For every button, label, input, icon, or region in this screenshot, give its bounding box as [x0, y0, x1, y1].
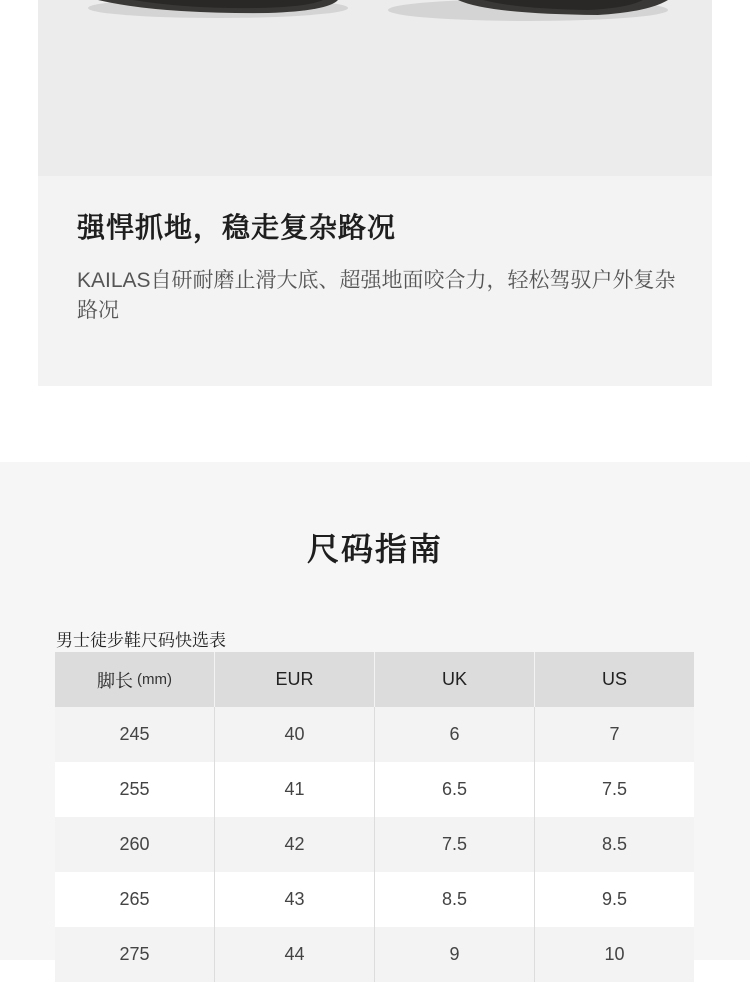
cell-length: 275 [55, 927, 215, 982]
table-row [55, 927, 694, 982]
table-row [55, 872, 694, 927]
header-eur: EUR [215, 652, 375, 707]
cell-uk: 8.5 [375, 872, 535, 927]
cell-eur: 44 [215, 927, 375, 982]
size-guide-title: 尺码指南 [306, 531, 443, 567]
header-uk: UK [375, 652, 535, 707]
feature-title: 强悍抓地，稳走复杂路况 [77, 212, 397, 243]
size-table [55, 652, 694, 982]
size-table-caption: 男士徒步鞋尺码快选表 [56, 631, 226, 650]
cell-length: 255 [55, 762, 215, 817]
header-foot-length [55, 652, 215, 707]
header-foot-length-label: 脚长 [97, 670, 133, 691]
cell-us: 7.5 [601, 779, 628, 799]
header-foot-length-unit: (mm) [137, 671, 172, 688]
cell-eur: 40 [215, 707, 375, 762]
cell-us: 8.5 [601, 834, 628, 854]
cell-length: 245 [55, 707, 215, 762]
cell-us: 9.5 [601, 889, 628, 909]
feature-description: KAILAS自研耐磨止滑大底、超强地面咬合力，轻松驾驭户外复杂路况 [77, 269, 676, 322]
cell-eur: 42 [215, 817, 375, 872]
header-us: US [601, 669, 627, 689]
cell-length: 260 [55, 817, 215, 872]
size-guide-section [0, 462, 750, 964]
cell-us: 10 [604, 944, 625, 964]
cell-eur: 43 [215, 872, 375, 927]
cell-uk: 7.5 [375, 817, 535, 872]
table-row [55, 817, 694, 872]
cell-uk: 6.5 [375, 762, 535, 817]
table-row [55, 707, 694, 762]
cell-eur: 41 [215, 762, 375, 817]
feature-card [38, 0, 712, 386]
cell-us: 7 [609, 724, 620, 744]
table-header-row [55, 652, 694, 707]
shoe-sole-image [38, 0, 712, 176]
cell-uk: 9 [375, 927, 535, 982]
table-row [55, 762, 694, 817]
cell-uk: 6 [375, 707, 535, 762]
cell-length: 265 [55, 872, 215, 927]
